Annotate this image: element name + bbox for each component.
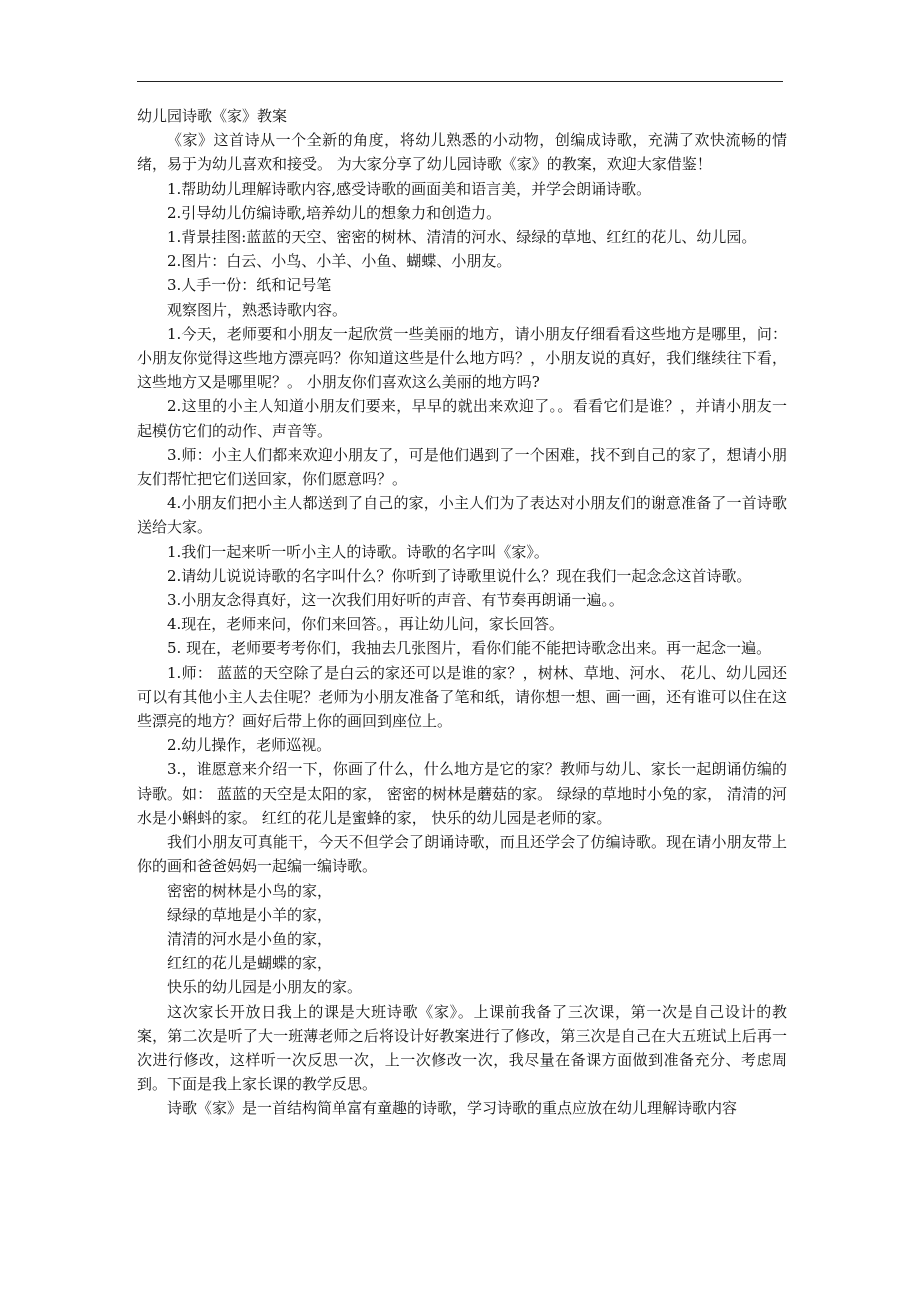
poem-line: 快乐的幼儿园是小朋友的家。 xyxy=(167,978,363,997)
poem-line: 绿绿的草地是小羊的家， xyxy=(167,905,333,924)
paragraph: 诗歌《家》是一首结构简单富有童趣的诗歌，学习诗歌的重点应放在幼儿理解诗歌内容 xyxy=(167,1099,738,1118)
paragraph: 2.这里的小主人知道小朋友们要来，早早的就出来欢迎了。。看看它们是谁？，并请小朋友一起模仿它们的动作、声音等。 xyxy=(137,397,787,440)
paragraph: 观察图片，熟悉诗歌内容。 xyxy=(167,300,348,319)
paragraph: 1.师： 蓝蓝的天空除了是白云的家还可以是谁的家？，树林、草地、河水、 花儿、幼儿园还可以有其他小主人去住呢？老师为小朋友准备了笔和纸，请你想一想、画一画，还有谁可以住在这些漂亮的地方？画好后带上你的画回到座位上。 xyxy=(137,663,787,731)
paragraph: 1.今天，老师要和小朋友一起欣赏一些美丽的地方，请小朋友仔细看看这些地方是哪里，问：小朋友你觉得这些地方漂亮吗？你知道这些是什么地方吗？，小朋友说的真好，我们继续往下看，这些地方又是哪里呢？。 小朋友你们喜欢这么美丽的地方吗? xyxy=(137,324,787,392)
poem-line: 清清的河水是小鱼的家， xyxy=(167,929,333,948)
paragraph: 4.小朋友们把小主人都送到了自己的家，小主人们为了表达对小朋友们的谢意准备了一首诗歌送给大家。 xyxy=(137,494,787,537)
header-rule xyxy=(137,81,783,82)
paragraph: 这次家长开放日我上的课是大班诗歌《家》。上课前我备了三次课，第一次是自己设计的教案，第二次是听了大一班薄老师之后将设计好教案进行了修改，第三次是自己在大五班试上后再一次进行修改，这样听一次反思一次，上一次修改一次，我尽量在备课方面做到准备充分、考虑周到。下面是我上家长课的教学反思。 xyxy=(137,1002,787,1094)
paragraph: 《家》这首诗从一个全新的角度，将幼儿熟悉的小动物，创编成诗歌，充满了欢快流畅的情绪，易于为幼儿喜欢和接受。 为大家分享了幼儿园诗歌《家》的教案，欢迎大家借鉴！ xyxy=(137,131,787,174)
paragraph: 1.我们一起来听一听小主人的诗歌。诗歌的名字叫《家》。 xyxy=(167,542,549,561)
paragraph: 1.背景挂图:蓝蓝的天空、密密的树林、清清的河水、绿绿的草地、红红的花儿、幼儿园。 xyxy=(167,228,757,247)
poem-line: 红红的花儿是蝴蝶的家， xyxy=(167,954,333,973)
paragraph: 3.小朋友念得真好，这一次我们用好听的声音、有节奏再朗诵一遍。。 xyxy=(167,591,624,610)
paragraph: 2.幼儿操作，老师巡视。 xyxy=(167,736,332,755)
paragraph: 5. 现在，老师要考考你们，我抽去几张图片，看你们能不能把诗歌念出来。再一起念一遍。 xyxy=(167,639,772,658)
paragraph: 4.现在，老师来问，你们来回答。，再让幼儿问，家长回答。 xyxy=(167,615,564,634)
paragraph: 2.引导幼儿仿编诗歌,培养幼儿的想象力和创造力。 xyxy=(167,203,502,222)
document-title: 幼儿园诗歌《家》教案 xyxy=(137,107,288,125)
paragraph: 2.图片：白云、小鸟、小羊、小鱼、蝴蝶、小朋友。 xyxy=(167,252,512,271)
paragraph: 2.请幼儿说说诗歌的名字叫什么？你听到了诗歌里说什么？现在我们一起念念这首诗歌。 xyxy=(167,566,752,585)
poem-line: 密密的树林是小鸟的家， xyxy=(167,881,333,900)
paragraph: 3.人手一份：纸和记号笔 xyxy=(167,276,332,295)
paragraph: 3.师：小主人们都来欢迎小朋友了，可是他们遇到了一个困难，找不到自己的家了，想请小朋友们帮忙把它们送回家，你们愿意吗？。 xyxy=(137,445,787,489)
paragraph: 我们小朋友可真能干，今天不但学会了朗诵诗歌，而且还学会了仿编诗歌。现在请小朋友带上你的画和爸爸妈妈一起编一编诗歌。 xyxy=(137,833,787,876)
paragraph: 1.帮助幼儿理解诗歌内容,感受诗歌的画面美和语言美，并学会朗诵诗歌。 xyxy=(167,179,652,198)
document-body xyxy=(137,104,787,1121)
paragraph: 3.，谁愿意来介绍一下，你画了什么，什么地方是它的家？教师与幼儿、家长一起朗诵仿编的诗歌。如： 蓝蓝的天空是太阳的家， 密密的树林是蘑菇的家。 绿绿的草地时小兔的家， 清清的河水是小蝌蚪的家。 红红的花儿是蜜蜂的家， 快乐的幼儿园是老师的家。 xyxy=(137,760,787,827)
